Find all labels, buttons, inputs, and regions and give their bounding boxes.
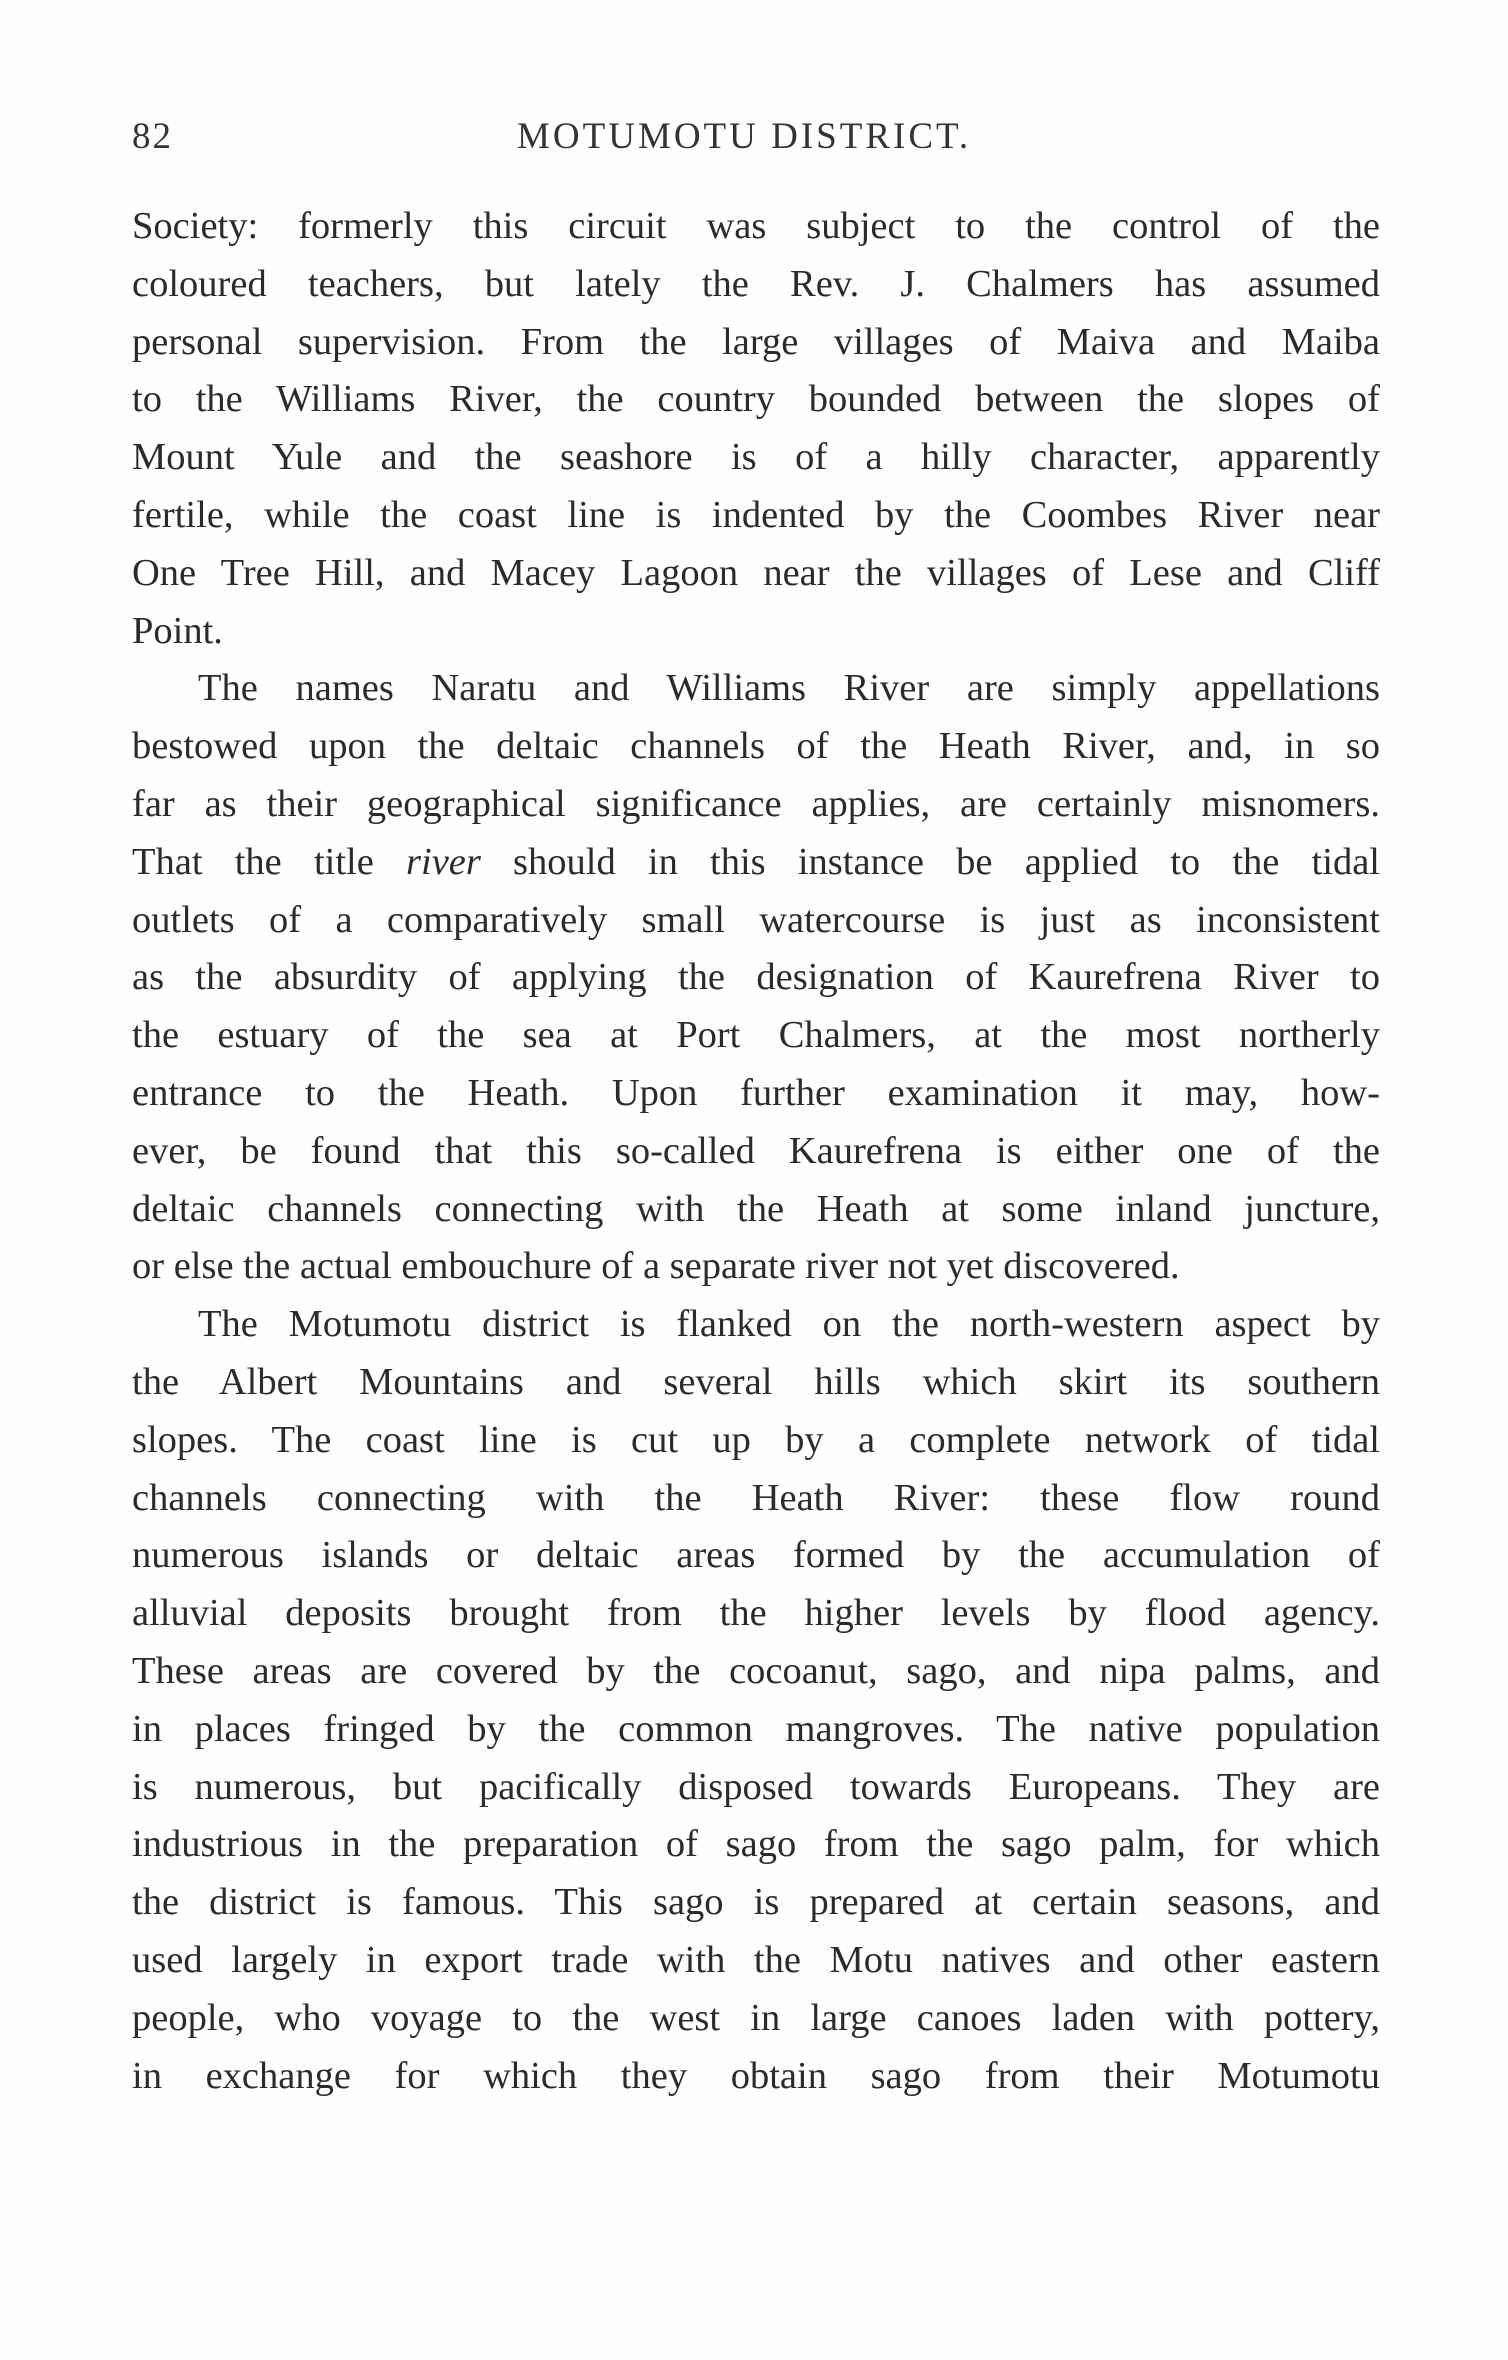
text-line: people, who voyage to the west in large canoes laden with pottery, <box>132 1996 1380 2039</box>
text-line: coloured teachers, but lately the Rev. J. Chalmers has assumed <box>132 262 1380 305</box>
text-segment: should in this instance be applied to the tidal <box>480 840 1380 883</box>
text-line: outlets of a comparatively small watercourse is just as inconsistent <box>132 898 1380 941</box>
text-line: the district is famous. This sago is prepared at certain seasons, and <box>132 1881 1380 1924</box>
text-line: ever, be found that this so-called Kaurefrena is either one of the <box>132 1129 1380 1172</box>
text-line: or else the actual embouchure of a separate river not yet discovered. <box>132 1245 1180 1288</box>
text-line: as the absurdity of applying the designation of Kaurefrena River to <box>132 956 1380 999</box>
text-line: Society: formerly this circuit was subject to the control of the <box>132 205 1380 247</box>
text-line: The Motumotu district is flanked on the north-western aspect by <box>198 1303 1380 1346</box>
text-line: the estuary of the sea at Port Chalmers, at the most northerly <box>132 1014 1380 1057</box>
text-line: entrance to the Heath. Upon further examination it may, how- <box>132 1071 1380 1114</box>
text-line: the Albert Mountains and several hills which skirt its southern <box>132 1360 1380 1403</box>
text-line: These areas are covered by the cocoanut, sago, and nipa palms, and <box>132 1649 1380 1692</box>
text-line: is numerous, but pacifically disposed towards Europeans. They are <box>132 1765 1380 1808</box>
page-title: MOTUMOTU DISTRICT. <box>517 116 972 157</box>
text-line: alluvial deposits brought from the higher levels by flood agency. <box>132 1592 1380 1635</box>
text-line: One Tree Hill, and Macey Lagoon near the villages of Lese and Cliff <box>132 551 1380 594</box>
text-line: industrious in the preparation of sago from the sago palm, for which <box>132 1823 1380 1866</box>
page-number: 82 <box>132 116 173 157</box>
text-line: fertile, while the coast line is indented by the Coombes River near <box>132 493 1380 536</box>
text-line: Point. <box>132 609 223 652</box>
text-line: in exchange for which they obtain sago from their Motumotu <box>132 2054 1380 2097</box>
text-line: bestowed upon the deltaic channels of the Heath River, and, in so <box>132 725 1380 768</box>
text-line: The names Naratu and Williams River are simply appellations <box>198 667 1380 710</box>
running-head <box>132 115 1382 165</box>
text-line: Mount Yule and the seashore is of a hilly character, apparently <box>132 436 1380 479</box>
text-line: numerous islands or deltaic areas formed by the accumulation of <box>132 1534 1380 1577</box>
text-line: far as their geographical significance applies, are certainly misnomers. <box>132 782 1380 825</box>
text-segment: That the title <box>132 840 407 883</box>
text-line <box>132 834 1380 892</box>
text-line: used largely in export trade with the Motu natives and other eastern <box>132 1938 1380 1981</box>
italic-word: river <box>406 840 481 883</box>
text-line: in places fringed by the common mangroves. The native population <box>132 1707 1380 1750</box>
text-line: to the Williams River, the country bounded between the slopes of <box>132 378 1380 421</box>
text-line: personal supervision. From the large villages of Maiva and Maiba <box>132 320 1380 363</box>
text-line: slopes. The coast line is cut up by a complete network of tidal <box>132 1418 1380 1461</box>
body-text <box>132 198 1380 2105</box>
text-line: deltaic channels connecting with the Heath at some inland juncture, <box>132 1187 1380 1230</box>
text-line: channels connecting with the Heath River: these flow round <box>132 1476 1380 1519</box>
